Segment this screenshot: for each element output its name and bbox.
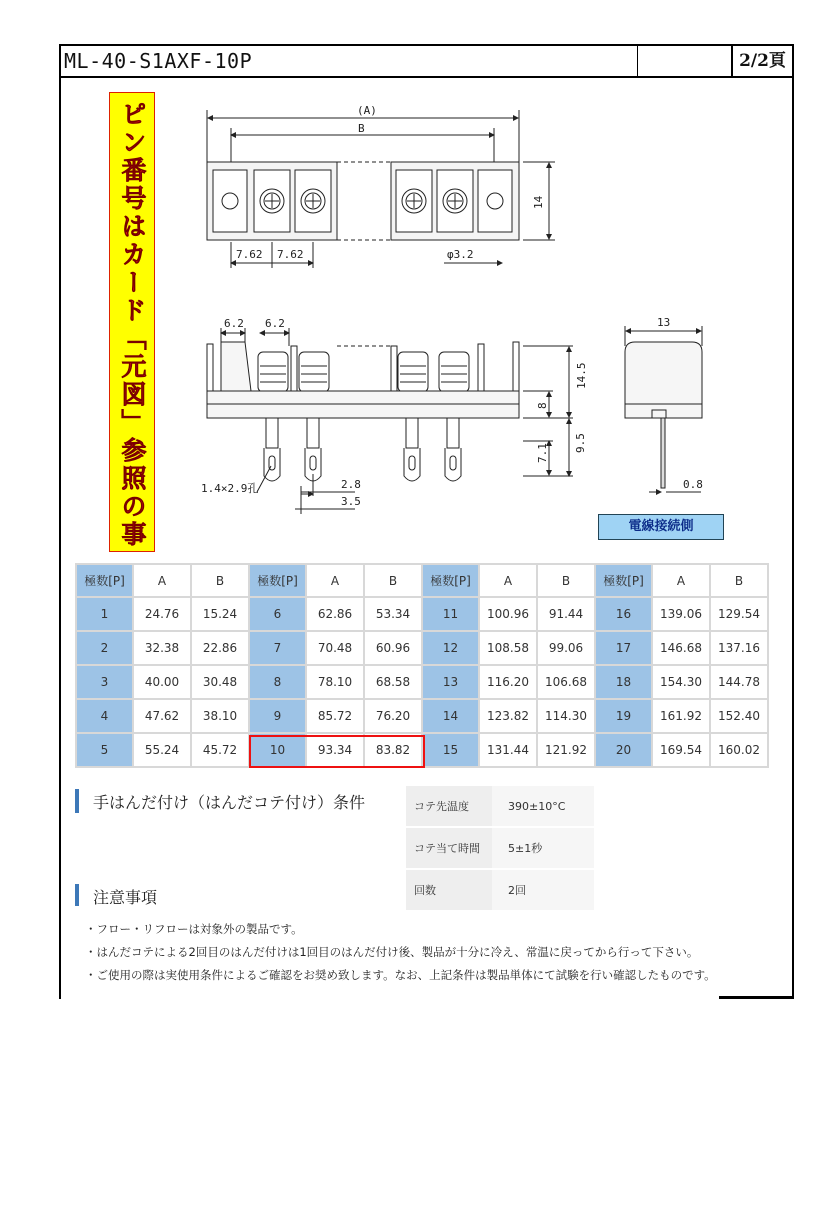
pole-count-cell: 18 [595, 665, 652, 699]
table-cell: 15.24 [191, 597, 249, 631]
pole-count-cell: 3 [76, 665, 133, 699]
table-header-cell: A [479, 564, 537, 597]
pole-count-cell: 8 [249, 665, 306, 699]
pole-count-cell: 15 [422, 733, 479, 767]
table-cell: 53.34 [364, 597, 422, 631]
dim-pitch-1: 7.62 [236, 248, 263, 261]
section-marker [75, 789, 79, 813]
table-cell: 24.76 [133, 597, 191, 631]
pole-count-cell: 20 [595, 733, 652, 767]
condition-key: コテ先温度 [406, 786, 492, 827]
dim-a: (A) [357, 104, 377, 117]
table-header-cell: A [652, 564, 710, 597]
table-cell: 106.68 [537, 665, 595, 699]
front-view [207, 328, 573, 514]
caution-item: ・フロー・リフローは対象外の製品です。 [85, 922, 303, 936]
technical-drawing [61, 46, 792, 556]
soldering-conditions-title: 手はんだ付け（はんだコテ付け）条件 [93, 793, 366, 812]
condition-value: 5±1秒 [492, 827, 594, 869]
table-header-cell: 極数[P] [595, 564, 652, 597]
dim-width-1: 6.2 [224, 317, 244, 330]
table-cell: 121.92 [537, 733, 595, 767]
table-cell: 137.16 [710, 631, 768, 665]
soldering-conditions-table [406, 786, 594, 912]
dim-height-14-5: 14.5 [575, 362, 588, 389]
table-cell: 129.54 [710, 597, 768, 631]
pole-count-cell: 4 [76, 699, 133, 733]
table-cell: 152.40 [710, 699, 768, 733]
table-row [406, 827, 594, 869]
table-cell: 70.48 [306, 631, 364, 665]
table-cell: 32.38 [133, 631, 191, 665]
table-cell: 123.82 [479, 699, 537, 733]
table-cell: 146.68 [652, 631, 710, 665]
table-cell: 160.02 [710, 733, 768, 767]
pole-count-cell: 14 [422, 699, 479, 733]
drawing-sheet [59, 44, 794, 999]
table-cell: 40.00 [133, 665, 191, 699]
condition-key: 回数 [406, 869, 492, 911]
part-number: ML-40-S1AXF-10P [61, 46, 638, 76]
dim-slot: 1.4×2.9孔 [201, 482, 259, 495]
dim-width-13: 13 [657, 316, 671, 329]
sheet-corner-mark [719, 996, 794, 999]
cautions-title: 注意事項 [93, 888, 158, 907]
table-cell: 100.96 [479, 597, 537, 631]
pole-count-cell: 17 [595, 631, 652, 665]
table-cell: 30.48 [191, 665, 249, 699]
table-row [76, 699, 768, 733]
pole-count-cell: 2 [76, 631, 133, 665]
table-cell: 85.72 [306, 699, 364, 733]
table-header-cell: A [306, 564, 364, 597]
table-row [76, 631, 768, 665]
dim-width-2: 6.2 [265, 317, 285, 330]
pole-count-cell: 5 [76, 733, 133, 767]
pole-count-cell: 7 [249, 631, 306, 665]
table-header-cell: B [710, 564, 768, 597]
table-row [76, 597, 768, 631]
table-cell: 55.24 [133, 733, 191, 767]
dim-height-9-5: 9.5 [574, 433, 587, 453]
dim-height-8: 8 [536, 402, 549, 409]
wire-connection-side-label: 電線接続側 [598, 514, 724, 540]
table-cell: 99.06 [537, 631, 595, 665]
table-row [76, 665, 768, 699]
table-cell: 139.06 [652, 597, 710, 631]
cautions-list [85, 918, 716, 987]
table-cell: 68.58 [364, 665, 422, 699]
table-cell: 91.44 [537, 597, 595, 631]
pole-dimension-table [75, 563, 769, 768]
section-marker [75, 884, 79, 906]
pole-count-cell: 12 [422, 631, 479, 665]
pole-count-cell: 11 [422, 597, 479, 631]
table-cell: 144.78 [710, 665, 768, 699]
table-header-cell: B [537, 564, 595, 597]
table-cell: 62.86 [306, 597, 364, 631]
pole-count-cell: 6 [249, 597, 306, 631]
table-header-cell: B [364, 564, 422, 597]
condition-value: 390±10°C [492, 786, 594, 827]
dim-thick-0-8: 0.8 [683, 478, 703, 491]
dim-pitch-2: 7.62 [277, 248, 304, 261]
table-cell: 154.30 [652, 665, 710, 699]
table-cell: 47.62 [133, 699, 191, 733]
table-cell: 169.54 [652, 733, 710, 767]
table-cell: 76.20 [364, 699, 422, 733]
caution-item: ・ご使用の際は実使用条件によるご確認をお奨め致します。なお、上記条件は製品単体にて試験を行い確認したものです。 [85, 968, 716, 982]
dim-height-7-1: 7.1 [536, 443, 549, 463]
dim-thick-3-5: 3.5 [341, 495, 361, 508]
table-cell: 93.34 [306, 733, 364, 767]
caution-item: ・はんだコテによる2回目のはんだ付けは1回目のはんだ付け後、製品が十分に冷え、常温に戻ってから行って下さい。 [85, 945, 699, 959]
table-row [406, 786, 594, 827]
table-cell: 45.72 [191, 733, 249, 767]
table-row [76, 733, 768, 767]
dim-hole: φ3.2 [447, 248, 474, 261]
pole-count-cell: 1 [76, 597, 133, 631]
table-row [406, 869, 594, 911]
table-cell: 78.10 [306, 665, 364, 699]
table-header-cell: 極数[P] [76, 564, 133, 597]
side-view [625, 326, 702, 492]
table-header-cell: 極数[P] [249, 564, 306, 597]
dim-height-14: 14 [532, 195, 545, 209]
table-cell: 131.44 [479, 733, 537, 767]
condition-key: コテ当て時間 [406, 827, 492, 869]
pin-number-notice-text: ピン番号はカード「元図」参照の事 [118, 101, 147, 549]
page-number: 2/2頁 [739, 51, 786, 71]
table-cell: 108.58 [479, 631, 537, 665]
table-cell: 116.20 [479, 665, 537, 699]
table-cell: 60.96 [364, 631, 422, 665]
pole-count-cell: 13 [422, 665, 479, 699]
table-header-cell: 極数[P] [422, 564, 479, 597]
table-cell: 114.30 [537, 699, 595, 733]
table-cell: 38.10 [191, 699, 249, 733]
table-cell: 83.82 [364, 733, 422, 767]
pole-count-cell: 19 [595, 699, 652, 733]
pole-count-cell: 9 [249, 699, 306, 733]
table-header-cell: B [191, 564, 249, 597]
pole-count-cell: 10 [249, 733, 306, 767]
table-cell: 22.86 [191, 631, 249, 665]
table-header-row [76, 564, 768, 597]
condition-value: 2回 [492, 869, 594, 911]
table-header-cell: A [133, 564, 191, 597]
dim-b: B [358, 122, 365, 135]
table-cell: 161.92 [652, 699, 710, 733]
dim-thick-2-8: 2.8 [341, 478, 361, 491]
pole-count-cell: 16 [595, 597, 652, 631]
top-view [207, 110, 555, 268]
